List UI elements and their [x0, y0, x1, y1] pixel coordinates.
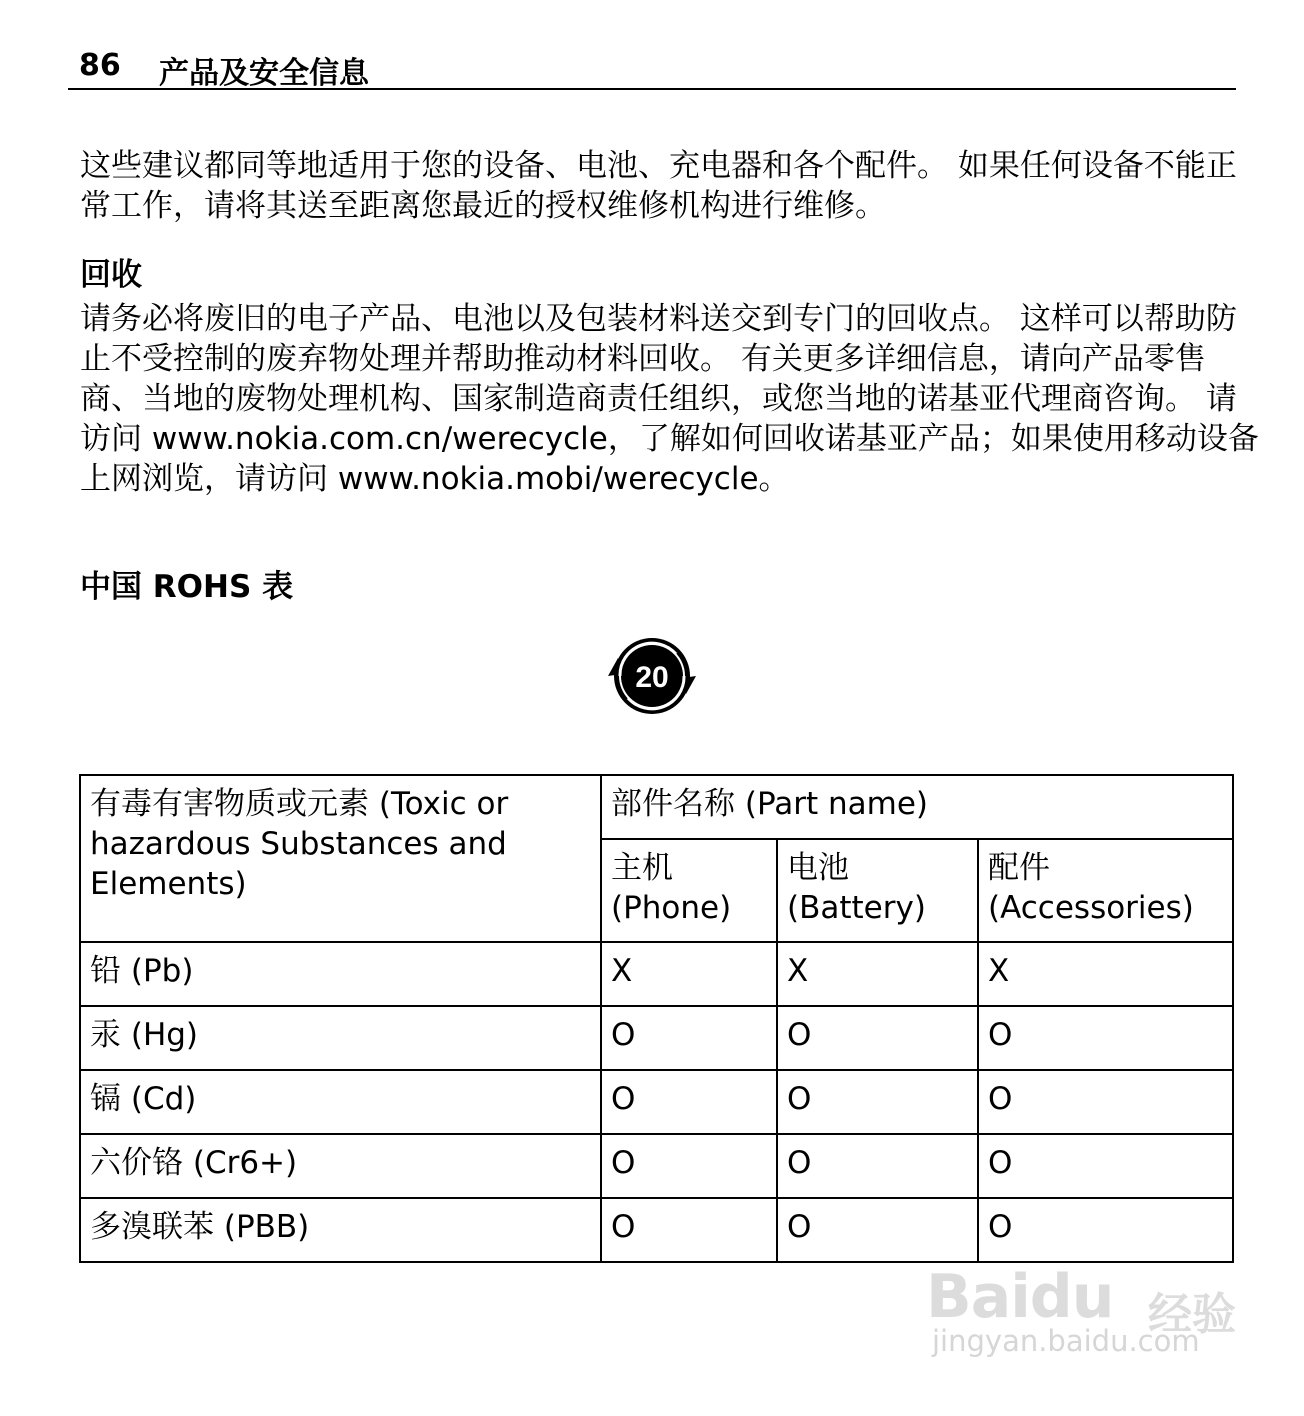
logo-number: 20 — [635, 661, 669, 694]
value-cell: O — [978, 1134, 1233, 1198]
table-row — [80, 1006, 1233, 1070]
value-cell: O — [777, 1070, 978, 1134]
substance-cell: 铅 (Pb) — [80, 942, 601, 1006]
value-cell: O — [777, 1134, 978, 1198]
watermark-suffix: 经验 — [1148, 1289, 1236, 1340]
part-header-phone: 主机 (Phone) — [601, 839, 777, 942]
value-cell: O — [978, 1070, 1233, 1134]
value-cell: O — [601, 1134, 777, 1198]
value-cell: O — [777, 1198, 978, 1262]
part-header-battery: 电池 (Battery) — [777, 839, 978, 942]
substance-cell: 汞 (Hg) — [80, 1006, 601, 1070]
value-cell: O — [978, 1006, 1233, 1070]
environment-protection-period-icon — [606, 636, 698, 716]
part-header-accessories: 配件 (Accessories) — [978, 839, 1233, 942]
table-row — [80, 1070, 1233, 1134]
page-number: 86 — [79, 48, 121, 83]
value-cell: X — [777, 942, 978, 1006]
value-cell: O — [601, 1070, 777, 1134]
recycle-heading: 回收 — [80, 257, 142, 293]
page-header — [68, 46, 1236, 90]
watermark-brand: Baidu — [926, 1262, 1114, 1332]
substance-cell: 六价铬 (Cr6+) — [80, 1134, 601, 1198]
substance-cell: 多溴联苯 (PBB) — [80, 1198, 601, 1262]
substance-cell: 镉 (Cd) — [80, 1070, 601, 1134]
value-cell: O — [777, 1006, 978, 1070]
value-cell: O — [978, 1198, 1233, 1262]
baidu-watermark — [918, 1240, 1238, 1370]
value-cell: O — [601, 1006, 777, 1070]
rohs-table — [79, 774, 1234, 1263]
watermark-url: jingyan.baidu.com — [932, 1324, 1200, 1358]
value-cell: X — [978, 942, 1233, 1006]
recycle-paragraph: 请务必将废旧的电子产品、电池以及包装材料送交到专门的回收点。 这样可以帮助防止不受控制的废弃物处理并帮助推动材料回收。 有关更多详细信息，请向产品零售商、当地的废物处理机构、国家制造商责任组织，或您当地的诺基亚代理商咨询。 请访问 www.nokia.com.cn/werecycle，了解如何回收诺基亚产品；如果使用移动设备上网浏览，请访问 www.nokia.mobi/werecycle。 — [80, 301, 1259, 497]
value-cell: O — [601, 1198, 777, 1262]
section-title: 产品及安全信息 — [159, 56, 369, 91]
intro-paragraph: 这些建议都同等地适用于您的设备、电池、充电器和各个配件。 如果任何设备不能正常工作，请将其送至距离您最近的授权维修机构进行维修。 — [80, 148, 1237, 224]
table-row — [80, 1134, 1233, 1198]
part-name-header: 部件名称 (Part name) — [601, 775, 1233, 839]
substance-header: 有毒有害物质或元素 (Toxic or hazardous Substances and Elements) — [80, 775, 601, 942]
table-row — [80, 942, 1233, 1006]
value-cell: X — [601, 942, 777, 1006]
rohs-heading: 中国 ROHS 表 — [80, 569, 294, 605]
